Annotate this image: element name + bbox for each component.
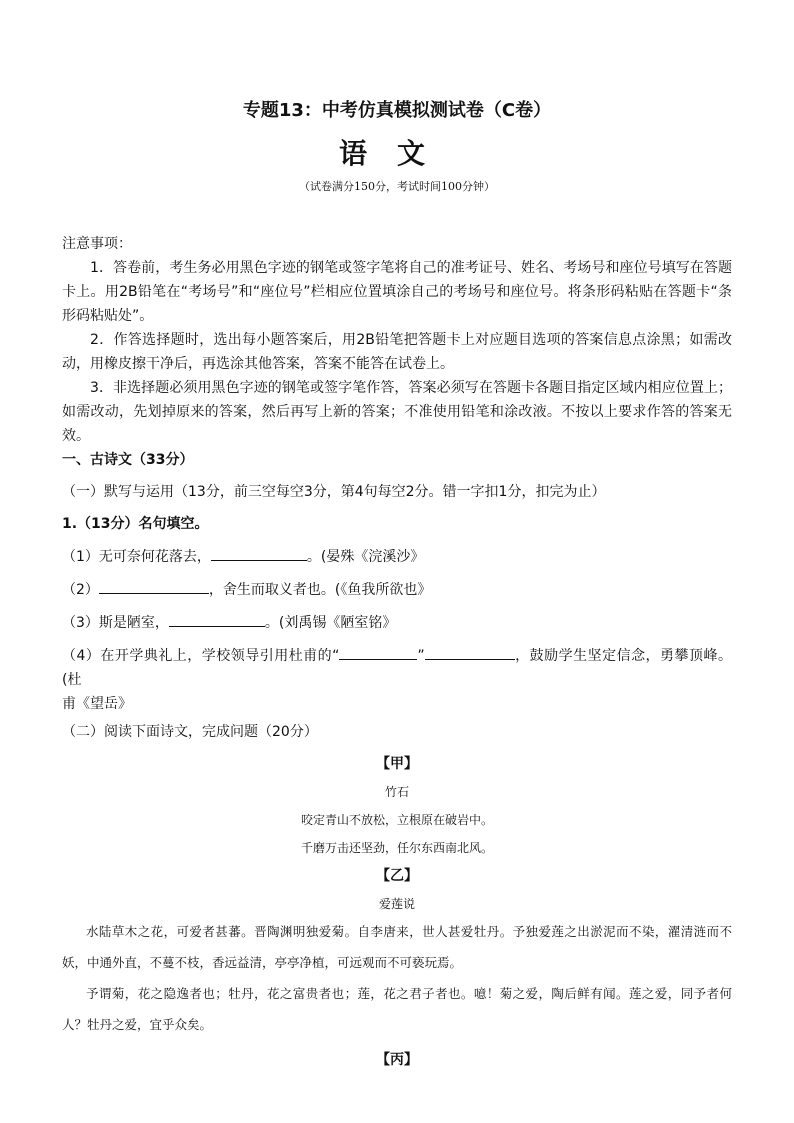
question-1-item-4: （4）在开学典礼上，学校领导引用杜甫的“ ” ，鼓励学生坚定信念，勇攀顶峰。(杜 甫《望岳》	[62, 643, 732, 716]
question-1-item-3: （3）斯是陋室， 。(刘禹锡《陋室铭》	[62, 610, 732, 635]
exam-body	[62, 232, 732, 1072]
section-heading: 一、古诗文（33分）	[62, 452, 194, 468]
exam-meta: （试卷满分150分，考试时间100分钟）	[299, 180, 495, 193]
notice-item-1: 1．答卷前，考生务必用黑色字迹的钢笔或签字笔将自己的准考证号、姓名、考场号和座位号填写在答题卡上。用2B铅笔在“考场号”和“座位号”栏相应位置填涂自己的考场号和座位号。将条形码粘贴在答题卡“条形码粘贴处”。	[62, 260, 732, 324]
poem-line-2: 千磨万击还坚劲，任尔东西南北风。	[300, 841, 493, 855]
question-1-item-2: （2） ，舍生而取义者也。(《鱼我所欲也》	[62, 577, 732, 602]
label-jia: 【甲】	[376, 756, 418, 772]
part2-heading: （二）阅读下面诗文，完成问题（20分）	[62, 724, 318, 740]
label-bing: 【丙】	[376, 1052, 418, 1068]
answer-blank[interactable]	[99, 577, 209, 594]
question-1-item-1: （1）无可奈何花落去， 。(晏殊《浣溪沙》	[62, 544, 732, 569]
answer-blank[interactable]	[425, 643, 515, 660]
answer-blank[interactable]	[339, 643, 417, 660]
prose-paragraph-2: 予谓菊，花之隐逸者也；牡丹，花之富贵者也；莲，花之君子者也。噫！菊之爱，陶后鲜有闻。莲之爱，同予者何人？牡丹之爱，宜乎众矣。	[62, 986, 732, 1032]
label-yi: 【乙】	[376, 868, 418, 884]
notice-item-2: 2．作答选择题时，选出每小题答案后，用2B铅笔把答题卡上对应题目选项的答案信息点涂黑；如需改动，用橡皮擦干净后，再选涂其他答案，答案不能答在试卷上。	[62, 332, 732, 372]
answer-blank[interactable]	[169, 610, 265, 627]
answer-blank[interactable]	[211, 544, 307, 561]
notice-heading: 注意事项：	[62, 236, 132, 252]
prose-paragraph-1: 水陆草木之花，可爱者甚蕃。晋陶渊明独爱菊。自李唐来，世人甚爱牡丹。予独爱莲之出淤泥而不染，濯清涟而不妖，中通外直，不蔓不枝，香远益清，亭亭净植，可远观而不可亵玩焉。	[62, 924, 732, 970]
prose-title: 爱莲说	[378, 897, 415, 911]
notice-item-3: 3．非选择题必须用黑色字迹的钢笔或签字笔作答，答案必须写在答题卡各题目指定区域内相应位置上；如需改动，先划掉原来的答案，然后再写上新的答案；不准使用铅笔和涂改液。不按以上要求作答的答案无效。	[62, 380, 732, 444]
poem-line-1: 咬定青山不放松，立根原在破岩中。	[300, 813, 493, 827]
part1-heading: （一）默写与运用（13分，前三空每空3分，第4句每空2分。错一字扣1分，扣完为止）	[62, 484, 606, 500]
subject-heading: 语文	[338, 137, 455, 170]
question-1-title: 1.（13分）名句填空。	[62, 516, 209, 532]
page-title: 专题13：中考仿真模拟测试卷（C卷）	[242, 100, 552, 121]
poem-title: 竹石	[384, 785, 409, 799]
